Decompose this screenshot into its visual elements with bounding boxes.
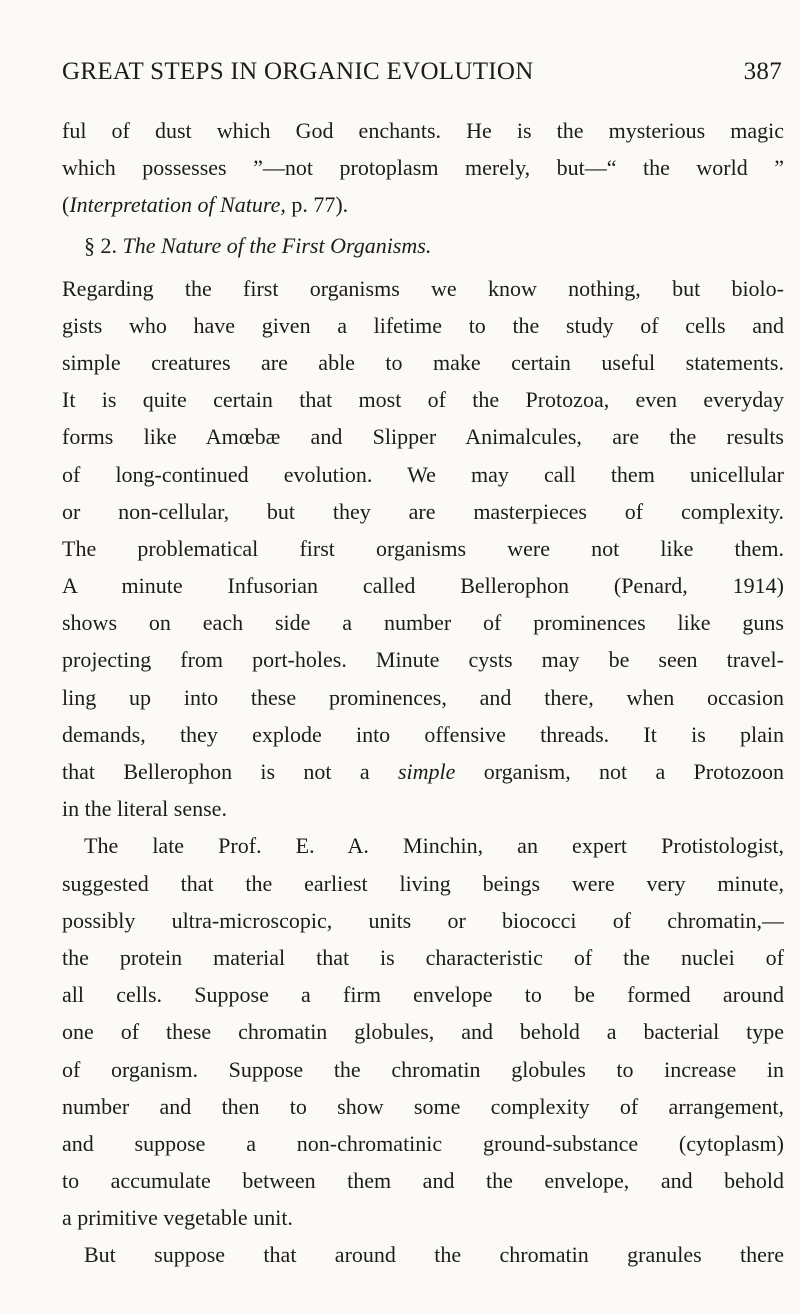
text-line: of organism. Suppose the chromatin globules to increase in: [62, 1056, 784, 1082]
text-line: or non-cellular, but they are masterpieces of complexity.: [62, 498, 784, 524]
text-line: A minute Infusorian called Bellerophon (Penard, 1914): [62, 573, 784, 599]
text-line: Regarding the first organisms we know nothing, but biolo-: [62, 275, 784, 301]
text-line: (Interpretation of Nature, p. 77).: [62, 192, 349, 218]
italic-text: Interpretation of Nature,: [69, 192, 286, 218]
body-text: [62, 112, 784, 1274]
text-line: possibly ultra-microscopic, units or biococci of chromatin,—: [62, 907, 784, 933]
running-head-title: GREAT STEPS IN ORGANIC EVOLUTION: [62, 58, 534, 85]
page-number: 387: [743, 58, 782, 85]
text-line: the protein material that is characteristic of the nuclei of: [62, 944, 784, 970]
text-line: to accumulate between them and the envelope, and behold: [62, 1168, 784, 1194]
text-line: which possesses ”—not protoplasm merely, but—“ the world ”: [62, 155, 784, 181]
text-line: demands, they explode into offensive threads. It is plain: [62, 721, 784, 747]
text-line: a primitive vegetable unit.: [62, 1205, 293, 1231]
text-line: simple creatures are able to make certain useful statements.: [62, 349, 784, 375]
italic-text: simple: [397, 759, 456, 784]
text-line: shows on each side a number of prominences like guns: [62, 610, 784, 636]
text-line: that Bellerophon is not a simple organism, not a Protozoon: [62, 759, 784, 784]
section-title: The Nature of the First Organisms.: [122, 232, 432, 258]
text-line: suggested that the earliest living beings were very minute,: [62, 870, 784, 896]
text-line: But suppose that around the chromatin granules there: [84, 1242, 784, 1268]
text-line: gists who have given a lifetime to the study of cells and: [62, 312, 784, 338]
text-line: one of these chromatin globules, and behold a bacterial type: [62, 1019, 784, 1045]
running-head: [62, 58, 782, 94]
section-number: § 2.: [84, 232, 117, 258]
text-line: The problematical first organisms were not like them.: [62, 535, 784, 561]
text-line: ling up into these prominences, and there, when occasion: [62, 684, 784, 710]
text-line: number and then to show some complexity of arrangement,: [62, 1093, 784, 1119]
text-line: of long-continued evolution. We may call them unicellular: [62, 461, 784, 487]
text-line: ful of dust which God enchants. He is the mysterious magic: [62, 118, 784, 143]
text-line: all cells. Suppose a firm envelope to be formed around: [62, 982, 784, 1008]
text-line: in the literal sense.: [62, 796, 227, 822]
text-line: projecting from port-holes. Minute cysts may be seen travel-: [62, 647, 784, 673]
text-line: and suppose a non-chromatinic ground-substance (cytoplasm): [62, 1130, 784, 1156]
text-line: It is quite certain that most of the Protozoa, even everyday: [62, 387, 784, 413]
text-line: The late Prof. E. A. Minchin, an expert Protistologist,: [84, 833, 784, 859]
section-heading: [62, 227, 784, 266]
text-line: forms like Amœbæ and Slipper Animalcules, are the results: [62, 424, 784, 450]
